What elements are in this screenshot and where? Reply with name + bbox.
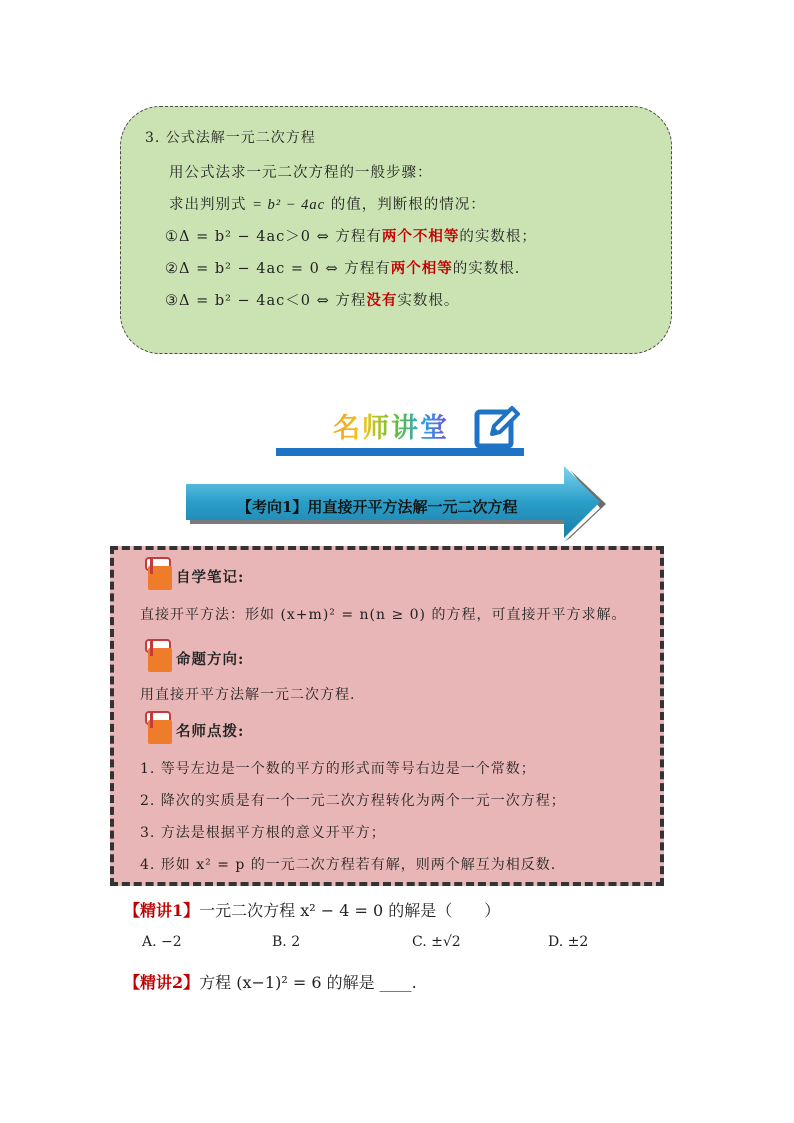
line2-suffix: 的值，判断根的情况： [325, 197, 486, 213]
question-1 [124, 898, 500, 921]
self-study-title: 自学笔记: [176, 569, 245, 586]
case3-highlight: 没有 [366, 292, 398, 309]
case1-highlight: 两个不相等 [381, 228, 460, 245]
case2-tail: 的实数根. [452, 261, 521, 277]
question-1-text: 一元二次方程 x² − 4 = 0 的解是（ ） [199, 901, 501, 920]
case-no-real-roots [165, 289, 459, 310]
option-a[interactable]: A. −2 [142, 934, 182, 950]
case2-highlight: 两个相等 [390, 260, 453, 277]
edit-pencil-icon [474, 404, 522, 450]
line2-prefix: 求出判别式 [169, 197, 253, 213]
notebook-icon [144, 556, 174, 592]
formula-box-title: 3. 公式法解一元二次方程 [145, 130, 316, 146]
direction-text: 用直接开平方法解一元二次方程. [140, 687, 356, 703]
formula-box-line2 [169, 193, 486, 214]
notebook-icon [144, 710, 174, 746]
tip-item: 1. 等号左边是一个数的平方的形式而等号右边是一个常数； [140, 761, 536, 777]
notebook-icon [144, 638, 174, 674]
tips-title: 名师点拨: [176, 723, 245, 740]
case1-tail: 的实数根； [459, 229, 537, 245]
case2-formula: ②Δ = b² − 4ac = 0 ⇔ 方程有 [165, 261, 391, 277]
option-c[interactable]: C. ±√2 [412, 934, 461, 950]
tip-item: 4. 形如 x² = p 的一元二次方程若有解，则两个解互为相反数. [140, 857, 557, 873]
question-2 [124, 970, 417, 993]
question-2-tag: 【精讲2】 [124, 973, 200, 992]
option-d[interactable]: D. ±2 [548, 934, 589, 950]
self-study-text: 直接开平方法：形如 (x+m)² = n(n ≥ 0) 的方程，可直接开平方求解。 [140, 607, 627, 623]
case1-formula: ①Δ = b² − 4ac＞0 ⇔ 方程有 [165, 229, 382, 245]
case-two-equal-roots [165, 257, 520, 278]
section-banner-title: 名师讲堂 [333, 406, 449, 445]
question-2-text: 方程 (x−1)² = 6 的解是 ____. [199, 973, 417, 992]
teacher-notes-box [110, 546, 664, 886]
formula-box-line1: 用公式法求一元二次方程的一般步骤： [169, 165, 433, 181]
question-1-tag: 【精讲1】 [124, 901, 200, 920]
discriminant-formula: = b² − 4ac [252, 197, 326, 213]
tip-item: 2. 降次的实质是有一个一元二次方程转化为两个一元一次方程； [140, 793, 566, 809]
direction-title: 命题方向: [176, 651, 245, 668]
formula-method-box [120, 106, 672, 354]
option-b[interactable]: B. 2 [272, 934, 301, 950]
case3-formula: ③Δ = b² − 4ac＜0 ⇔ 方程 [165, 293, 367, 309]
topic-label: 【考向1】用直接开平方法解一元二次方程 [237, 498, 518, 516]
case-two-distinct-roots [165, 225, 537, 246]
tip-item: 3. 方法是根据平方根的意义开平方； [140, 825, 386, 841]
case3-tail: 实数根。 [397, 293, 460, 309]
